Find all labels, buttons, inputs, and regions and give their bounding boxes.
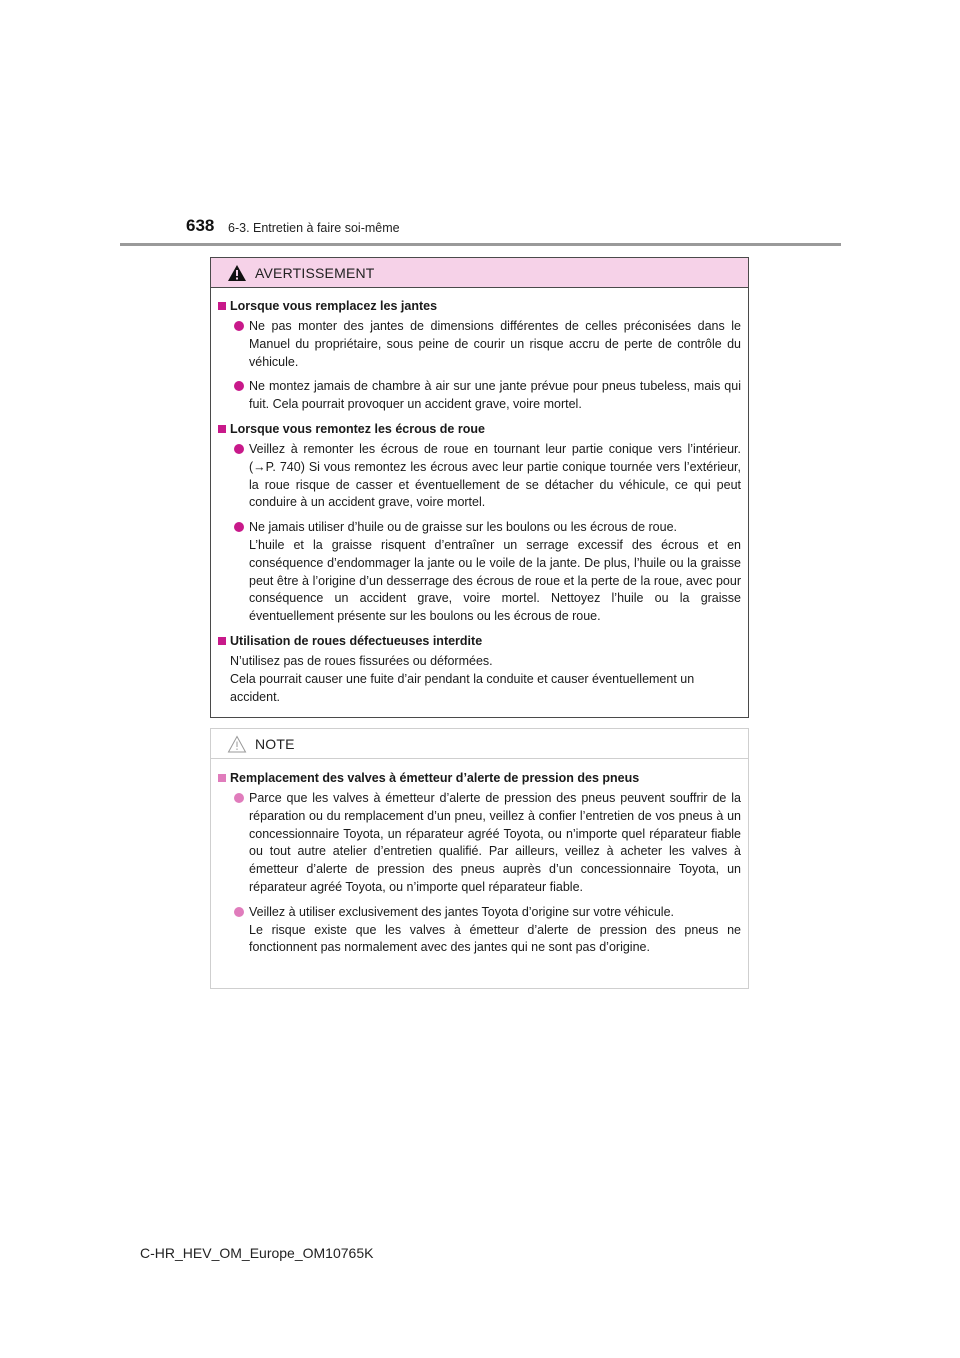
note-heading-valves: Remplacement des valves à émetteur d’alerte de pression des pneus (218, 770, 741, 787)
warning-text-roues: N’utilisez pas de roues fissurées ou déformées. Cela pourrait causer une fuite d’air pendant la conduite et causer éventuellement un accident. (230, 653, 695, 704)
warning-heading-ecrous: Lorsque vous remontez les écrous de roue (218, 421, 741, 438)
square-bullet-icon (218, 302, 226, 310)
circle-bullet-icon (234, 793, 244, 803)
square-bullet-icon (218, 774, 226, 782)
list-item: Parce que les valves à émetteur d’alerte de pression des pneus peuvent souffrir de la réparation ou du remplacement d’un pneu, veillez à confier l’entretien de vos pneus à un concessionnaire Toyota, un réparateur agréé Toyota, ou n’importe quel réparateur fiable ou tout autre atelier d’entretien qualifié. Par ailleurs, veillez à acheter les valves à émetteur d’alerte de pression des pneus auprès d’un concessionnaire Toyota, un réparateur agréé Toyota, ou n’importe quel réparateur fiable. (218, 790, 741, 897)
circle-bullet-icon (234, 522, 244, 532)
note-header (211, 729, 748, 759)
list-item: Ne jamais utiliser d’huile ou de graisse sur les boulons ou les écrous de roue. L’huile et la graisse risquent d’entraîner un serrage excessif des écrous et en conséquence d’endommager la jante ou le voile de la jante. De plus, l’huile ou la graisse peut être à l’origine d’un desserrage des écrous de roue et la perte de la roue, avec pour conséquence un accident grave, voire mortel. Nettoyez l’huile ou la graisse éventuellement présente sur les boulons ou les écrous de roue. (218, 519, 741, 626)
circle-bullet-icon (234, 321, 244, 331)
warning-header (211, 258, 748, 288)
page-number: 638 (186, 216, 215, 235)
section-title: 6-3. Entretien à faire soi-même (228, 221, 400, 235)
note-body (211, 759, 748, 957)
circle-bullet-icon (234, 907, 244, 917)
warning-body (211, 288, 748, 706)
list-item: Ne montez jamais de chambre à air sur une jante prévue pour pneus tubeless, mais qui fuit. Cela pourrait provoquer un accident grave, voire mortel. (218, 378, 741, 414)
document-code: C-HR_HEV_OM_Europe_OM10765K (140, 1245, 374, 1261)
warning-title: AVERTISSEMENT (255, 264, 375, 281)
note-title: NOTE (255, 735, 295, 752)
circle-bullet-icon (234, 444, 244, 454)
list-item: Ne pas monter des jantes de dimensions différentes de celles préconisées dans le Manuel du propriétaire, sous peine de courir un risque accru de perte de contrôle du véhicule. (218, 318, 741, 371)
square-bullet-icon (218, 425, 226, 433)
header-rule (120, 243, 841, 246)
warning-heading-jantes: Lorsque vous remplacez les jantes (218, 298, 741, 315)
list-item: Veillez à utiliser exclusivement des jantes Toyota d’origine sur votre véhicule. Le risque existe que les valves à émetteur d’alerte de pression des pneus ne fonctionnent pas normalement avec des jantes qui ne sont pas d’origine. (218, 904, 741, 957)
warning-triangle-icon (227, 264, 247, 282)
caution-triangle-icon (227, 735, 247, 753)
square-bullet-icon (218, 637, 226, 645)
warning-box (210, 257, 749, 718)
warning-heading-roues: Utilisation de roues défectueuses interdite (218, 633, 741, 650)
circle-bullet-icon (234, 381, 244, 391)
note-box (210, 728, 749, 989)
list-item: Veillez à remonter les écrous de roue en tournant leur partie conique vers l’intérieur. (→P. 740) Si vous remontez les écrous avec leur partie conique tournée vers l’extérieur, la roue risque de casser et éventuellement de se détacher du véhicule, ce qui peut conduire à un accident grave, voire mortel. (218, 441, 741, 512)
